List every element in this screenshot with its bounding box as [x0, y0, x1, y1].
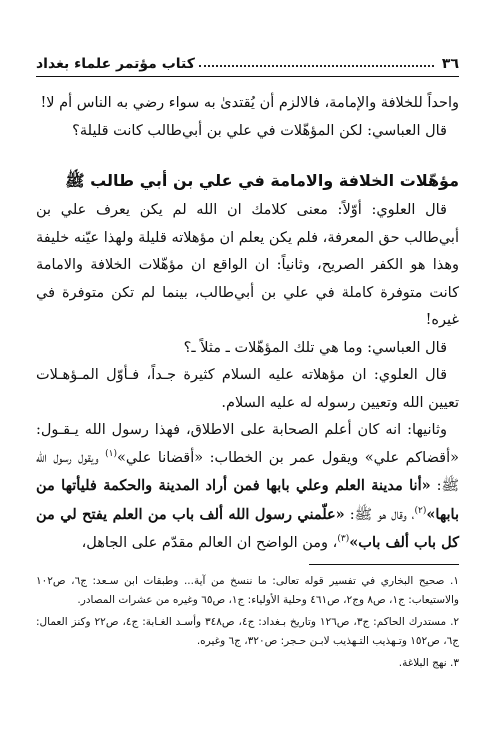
footnote-ref: (١)	[105, 448, 117, 459]
footnote-text: نهج البلاغة.	[398, 657, 447, 669]
footnote	[36, 654, 459, 673]
footnote-text: صحيح البخاري في تفسير قوله تعالى: ما ننسخ من آية... وطبقات ابن سـعد: ج٦، ص١٠٢ والاستيعاب: ج١، ص٨ وج٢، ص٤٦١ وحلية الأولياء: ج١، ص٦٥ وغيره من عشرات المصادر.	[36, 575, 459, 606]
dotted-leader	[199, 65, 434, 67]
text-span: وثانيها: انه كان أعلم الصحابة على الاطلاق، فهذا رسول الله يـقـول: «أقضاكم علي» ويقول عمر بن الخطاب: «أقضانا علي»	[36, 422, 459, 466]
text-span: ويقول رسول الله ﷺ:	[36, 449, 459, 494]
footnote	[36, 613, 459, 651]
running-title: كتاب مؤتمر علماء بغداد	[36, 56, 195, 72]
paragraph: قال العباسي: وما هي تلك المؤهّلات ـ مثلاً ـ؟	[183, 339, 447, 356]
header-rule	[36, 76, 459, 77]
text-span: ، وقال هو ﷺ:	[344, 506, 415, 523]
paragraph: قال العلوي: أوّلاً: معنى كلامك ان الله لم يكن يعرف علي بن أبي‌طالب حق المعرفة، فلم يكن يعلم ان مؤهلاته قليلة ولهذا عيّنه خليفة وهذا هو الكفر الصريح، وثانياً: ان الواقع ان مؤهّلات الخلافة والامامة كانت متوفرة كاملة في علي بن أبي‌طالب، بينما لم تكن متوفرة في غيره!	[36, 202, 459, 328]
text-span: ، ومن الواضح ان العالم مقدّم على الجاهل،	[81, 535, 338, 551]
section-heading: مؤهّلات الخلافة والامامة في علي بن أبي طالب ﷺ	[65, 171, 459, 190]
footnote-ref: (٣)	[337, 534, 350, 545]
paragraph: قال العلوي: ان مؤهلاته عليه السلام كثيرة جـداً، فـأوّل المـؤهـلات تعيين الله وتعيين رسوله له عليه السلام.	[36, 367, 459, 411]
hadith-quote: «أنا مدينة العلم وعلي بابها فمن أراد المدينة والحكمة فليأتها من بابها»	[36, 477, 459, 523]
footnote-rule	[309, 564, 459, 565]
hadith-quote: «علّمني رسول الله ألف باب من العلم يفتح لي من كل باب ألف باب»	[36, 505, 459, 551]
main-text	[36, 90, 459, 558]
footnote-number: ٢.	[450, 616, 460, 628]
footnote-text: مستدرك الحاكم: ج٣، ص١٢٦ وتاريخ بـغداد: ج٤، ص٣٤٨ وأسـد الغـابة: ج٤، ص٢٢ وكنز العمال: ج٦، ص١٥٢ وتـهذيب التـهذيب لابـن حـجر: ص٣٢٠، ج٦ وغيره.	[36, 616, 459, 647]
page-number: ٣٦	[441, 56, 459, 72]
page-header	[36, 50, 459, 72]
footnote	[36, 572, 459, 610]
footnote-number: ١.	[450, 575, 459, 587]
footnote-ref: (٢)	[414, 505, 427, 516]
footnote-number: ٣.	[450, 657, 459, 669]
paragraph	[36, 417, 459, 558]
paragraph: قال العباسي: لكن المؤهّلات في علي بن أبي‌طالب كانت قليلة؟	[72, 122, 447, 139]
footnotes	[36, 572, 459, 676]
paragraph: واحداً للخلافة والإمامة، فالالزم أن يُقتدىٰ به سواء رضي به الناس أم لا!	[40, 95, 459, 111]
